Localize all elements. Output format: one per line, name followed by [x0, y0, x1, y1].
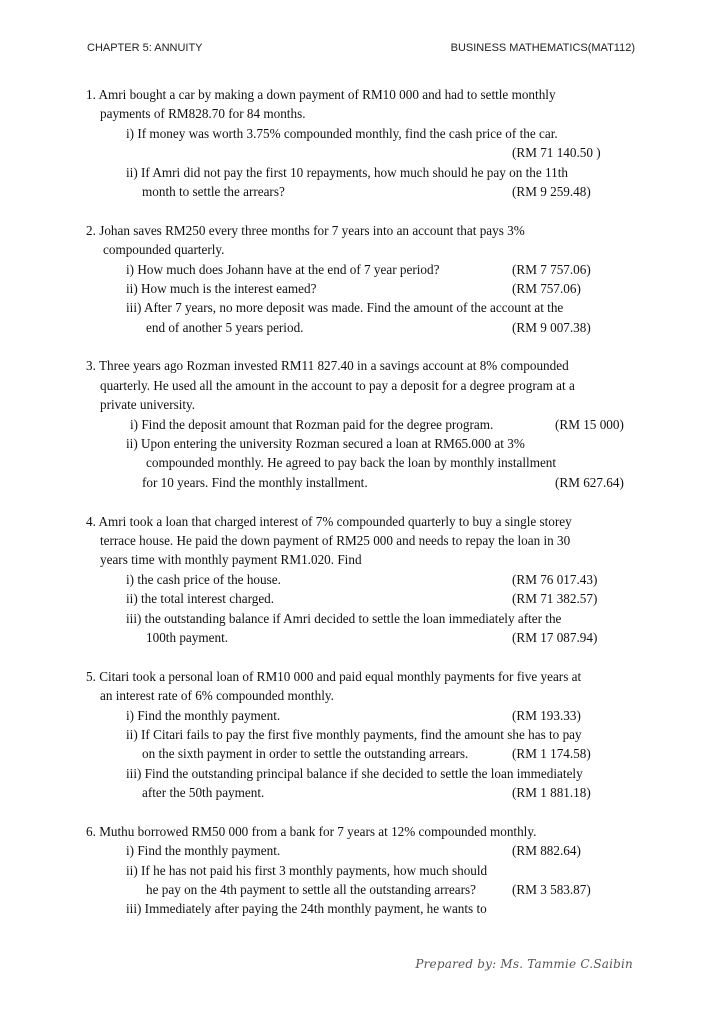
question-text: terrace house. He paid the down payment of RM25 000 and needs to repay the loan in 30 [100, 532, 571, 548]
answer-text: (RM 1 881.18) [512, 785, 591, 801]
question-text: ii) Upon entering the university Rozman secured a loan at RM65.000 at 3% [126, 436, 525, 452]
question-4 [86, 512, 636, 648]
question-line [86, 240, 636, 259]
question-text: iii) Immediately after paying the 24th monthly payment, he wants to [126, 901, 487, 917]
question-line [86, 861, 636, 880]
question-text: i) Find the deposit amount that Rozman paid for the degree program. [130, 416, 494, 432]
answer-text: (RM 71 140.50 ) [512, 145, 601, 161]
question-text: 1. Amri bought a car by making a down payment of RM10 000 and had to settle monthly [86, 87, 556, 102]
question-line [86, 182, 636, 201]
question-line [86, 104, 636, 123]
question-text: ii) If Amri did not pay the first 10 repayments, how much should he pay on the 11th [126, 164, 568, 180]
question-line [86, 124, 636, 143]
question-text: compounded monthly. He agreed to pay back the loan by monthly installment [146, 455, 557, 471]
question-text: quarterly. He used all the amount in the account to pay a deposit for a degree program at a [100, 377, 575, 393]
answer-text: (RM 882.64) [512, 843, 581, 859]
question-line [86, 279, 636, 298]
question-line [86, 221, 636, 240]
question-text: i) How much does Johann have at the end of 7 year period? [126, 261, 440, 277]
header-course-title: BUSINESS MATHEMATICS(MAT112) [450, 42, 635, 54]
question-line [86, 415, 636, 434]
question-spacer [86, 201, 636, 220]
question-line [86, 318, 636, 337]
question-line [86, 570, 636, 589]
question-text: ii) If Citari fails to pay the first five monthly payments, find the amount she has to pay [126, 726, 582, 742]
question-text: 5. Citari took a personal loan of RM10 000 and paid equal monthly payments for five years at [86, 668, 582, 684]
question-line [86, 744, 636, 763]
question-text: 3. Three years ago Rozman invested RM11 827.40 in a savings account at 8% compounded [86, 358, 569, 374]
question-line [86, 725, 636, 744]
question-line [86, 376, 636, 395]
question-text: 4. Amri took a loan that charged interest of 7% compounded quarterly to buy a single storey [86, 513, 572, 529]
question-line [86, 550, 636, 569]
answer-text: (RM 17 087.94) [512, 629, 598, 645]
answer-text: (RM 9 007.38) [512, 319, 591, 335]
question-line [86, 764, 636, 783]
footer-prepared-by: Prepared by: Ms. Tammie C.Saibin [415, 957, 633, 971]
question-text: end of another 5 years period. [146, 319, 304, 335]
question-text: 2. Johan saves RM250 every three months for 7 years into an account that pays 3% [86, 222, 525, 238]
header-chapter-title: CHAPTER 5: ANNUITY [87, 42, 203, 54]
answer-text: (RM 9 259.48) [512, 183, 591, 199]
question-text: for 10 years. Find the monthly installment. [142, 474, 368, 490]
question-text: after the 50th payment. [142, 785, 265, 801]
question-spacer [86, 492, 636, 511]
answer-text: (RM 627.64) [555, 474, 624, 490]
question-text: iii) Find the outstanding principal balance if she decided to settle the loan immediately [126, 765, 583, 781]
question-line [86, 356, 636, 375]
answer-text: (RM 193.33) [512, 707, 581, 723]
answer-text: (RM 757.06) [512, 280, 581, 296]
question-text: ii) How much is the interest eamed? [126, 280, 317, 296]
question-text: he pay on the 4th payment to settle all the outstanding arrears? [146, 882, 476, 898]
question-line [86, 453, 636, 472]
question-line [86, 589, 636, 608]
question-text: compounded quarterly. [103, 242, 225, 258]
answer-text: (RM 76 017.43) [512, 571, 598, 587]
question-line [86, 609, 636, 628]
question-text: an interest rate of 6% compounded monthly. [100, 688, 334, 704]
question-spacer [86, 337, 636, 356]
question-text: i) Find the monthly payment. [126, 707, 281, 723]
question-text: years time with monthly payment RM1.020. Find [100, 552, 362, 568]
answer-text: (RM 15 000) [555, 416, 624, 432]
question-line [86, 628, 636, 647]
question-text: 100th payment. [146, 629, 229, 645]
question-line [86, 686, 636, 705]
question-line [86, 298, 636, 317]
question-line [86, 434, 636, 453]
question-spacer [86, 647, 636, 666]
question-line [86, 667, 636, 686]
question-3 [86, 356, 636, 492]
question-5 [86, 667, 636, 803]
question-line [86, 163, 636, 182]
question-text: 6. Muthu borrowed RM50 000 from a bank for 7 years at 12% compounded monthly. [86, 823, 537, 839]
answer-text: (RM 3 583.87) [512, 882, 591, 898]
question-line [86, 473, 636, 492]
document-body [86, 85, 636, 919]
answer-text: (RM 71 382.57) [512, 591, 598, 607]
question-line [86, 706, 636, 725]
question-text: iii) the outstanding balance if Amri decided to settle the loan immediately after the [126, 610, 562, 626]
question-text: i) If money was worth 3.75% compounded monthly, find the cash price of the car. [126, 125, 558, 141]
question-line [86, 143, 636, 162]
question-line [86, 85, 636, 104]
question-text: payments of RM828.70 for 84 months. [100, 106, 306, 122]
question-line [86, 260, 636, 279]
question-line [86, 531, 636, 550]
answer-text: (RM 1 174.58) [512, 746, 591, 762]
question-text: i) Find the monthly payment. [126, 843, 281, 859]
question-text: ii) If he has not paid his first 3 monthly payments, how much should [126, 862, 488, 878]
question-line [86, 841, 636, 860]
question-line [86, 512, 636, 531]
question-line [86, 899, 636, 918]
question-text: on the sixth payment in order to settle the outstanding arrears. [142, 746, 469, 762]
answer-text: (RM 7 757.06) [512, 261, 591, 277]
question-text: private university. [100, 397, 196, 413]
question-line [86, 822, 636, 841]
question-1 [86, 85, 636, 201]
question-6 [86, 822, 636, 919]
question-text: ii) the total interest charged. [126, 591, 275, 607]
question-line [86, 395, 636, 414]
question-spacer [86, 802, 636, 821]
question-text: iii) After 7 years, no more deposit was made. Find the amount of the account at the [126, 300, 564, 316]
question-line [86, 783, 636, 802]
question-text: month to settle the arrears? [142, 183, 285, 199]
question-2 [86, 221, 636, 337]
question-text: i) the cash price of the house. [126, 571, 281, 587]
question-line [86, 880, 636, 899]
